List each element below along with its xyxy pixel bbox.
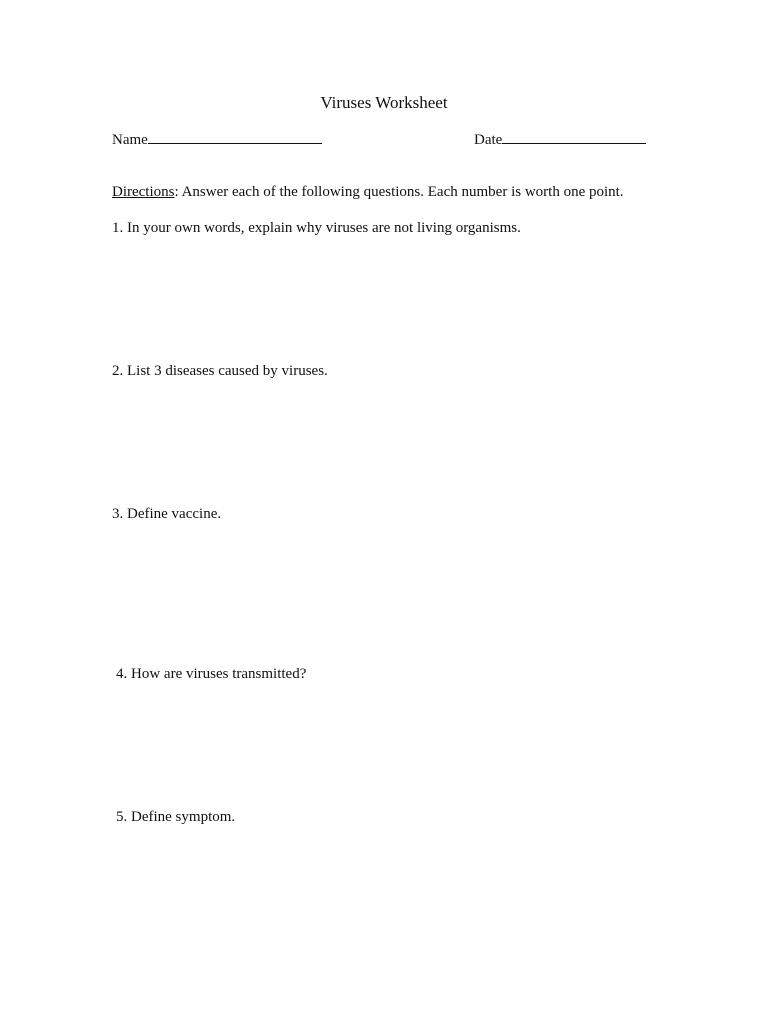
directions <box>112 184 624 201</box>
question-2: 2. List 3 diseases caused by viruses. <box>112 363 328 379</box>
name-field <box>112 131 322 149</box>
date-field <box>474 131 646 149</box>
directions-label: Directions <box>112 184 175 200</box>
directions-text: : Answer each of the following questions. Each number is worth one point. <box>174 184 624 200</box>
worksheet-title: Viruses Worksheet <box>320 93 448 112</box>
date-blank-line <box>502 131 646 144</box>
name-label: Name <box>112 132 148 148</box>
question-5: 5. Define symptom. <box>116 809 236 825</box>
question-1: 1. In your own words, explain why viruses are not living organisms. <box>112 220 521 236</box>
name-blank-line <box>148 131 322 144</box>
date-label: Date <box>474 132 503 148</box>
question-4: 4. How are viruses transmitted? <box>116 666 307 682</box>
question-3: 3. Define vaccine. <box>112 506 222 522</box>
